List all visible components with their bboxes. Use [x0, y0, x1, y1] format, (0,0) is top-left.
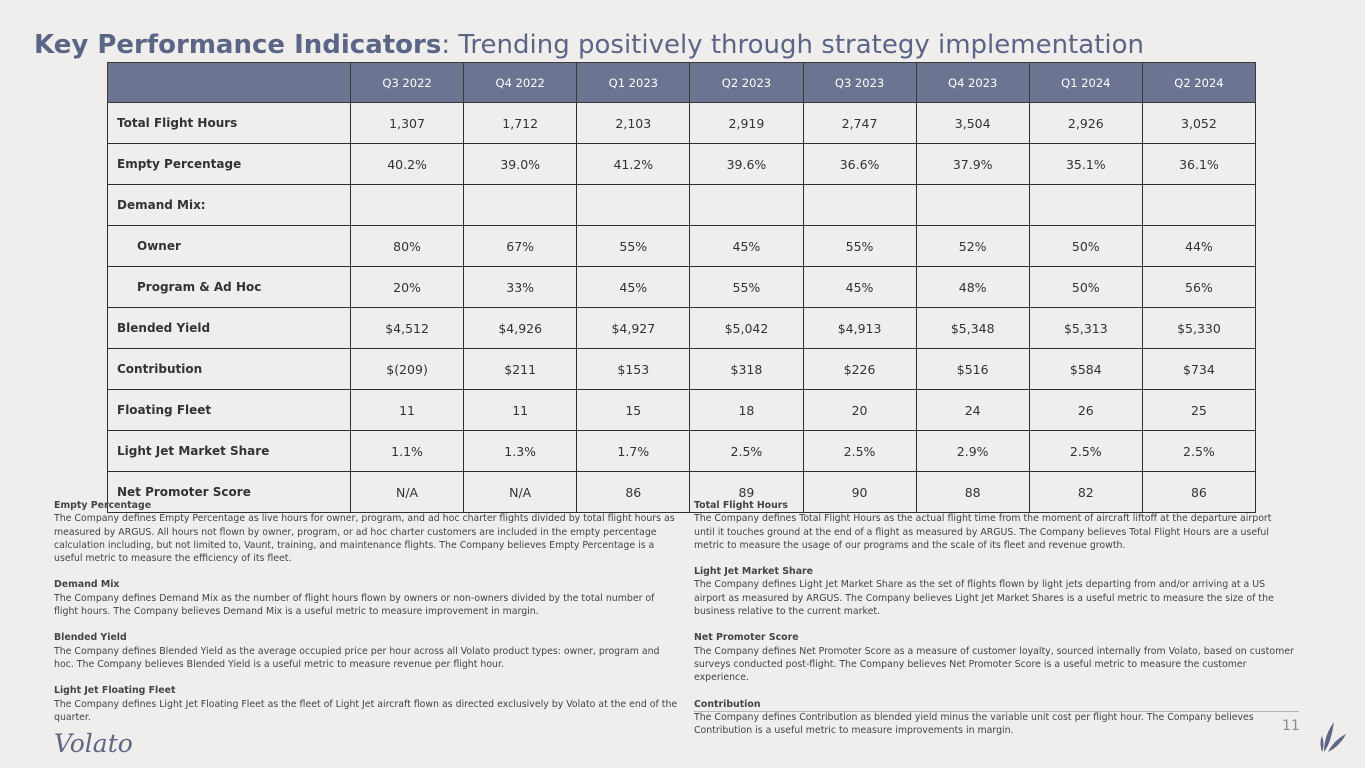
table-cell: 89: [690, 472, 803, 513]
definitions-right: [694, 499, 1294, 750]
table-cell: 50%: [1029, 267, 1142, 308]
table-cell: [916, 185, 1029, 226]
table-cell: $734: [1142, 349, 1255, 390]
table-cell: 36.1%: [1142, 144, 1255, 185]
row-label: Demand Mix:: [108, 185, 351, 226]
table-cell: 80%: [351, 226, 464, 267]
column-header: Q1 2023: [577, 63, 690, 103]
table-cell: 37.9%: [916, 144, 1029, 185]
table-cell: $4,926: [464, 308, 577, 349]
table-cell: 67%: [464, 226, 577, 267]
definition-heading: Empty Percentage: [54, 500, 152, 511]
table-cell: 1.3%: [464, 431, 577, 472]
table-cell: 55%: [690, 267, 803, 308]
table-header-blank: [108, 63, 351, 103]
table-cell: 35.1%: [1029, 144, 1142, 185]
definition-text: The Company defines Net Promoter Score as a measure of customer loyalty, sourced internally from Volato, based on customer surveys conducted post-flight. The Company believes Net Promoter Score is a useful metric to measure the customer experience.: [694, 645, 1294, 684]
table-row: [108, 226, 1256, 267]
definition-text: The Company defines Blended Yield as the average occupied price per hour across all Volato product types: owner, program and hoc. The Company believes Blended Yield is a useful metric to measure revenue per flight hour.: [54, 645, 660, 670]
table-cell: $4,512: [351, 308, 464, 349]
column-header: Q4 2023: [916, 63, 1029, 103]
table-header-row: [108, 63, 1256, 103]
table-cell: 50%: [1029, 226, 1142, 267]
row-label: Program & Ad Hoc: [108, 267, 351, 308]
table-row: [108, 349, 1256, 390]
table-cell: $4,913: [803, 308, 916, 349]
definition-block: [54, 684, 679, 724]
table-cell: 2.5%: [1142, 431, 1255, 472]
row-label: Empty Percentage: [108, 144, 351, 185]
table-cell: N/A: [351, 472, 464, 513]
table-cell: 24: [916, 390, 1029, 431]
table-cell: 56%: [1142, 267, 1255, 308]
table-body: [108, 103, 1256, 513]
table-cell: 41.2%: [577, 144, 690, 185]
row-label: Contribution: [108, 349, 351, 390]
kpi-table: [107, 62, 1256, 513]
table-cell: 45%: [803, 267, 916, 308]
table-cell: [803, 185, 916, 226]
table-cell: [1029, 185, 1142, 226]
definition-heading: Total Flight Hours: [694, 500, 788, 511]
table-cell: 26: [1029, 390, 1142, 431]
table-cell: $5,330: [1142, 308, 1255, 349]
definition-heading: Light Jet Floating Fleet: [54, 685, 176, 697]
definition-block: [54, 499, 679, 565]
table-cell: 2.5%: [1029, 431, 1142, 472]
column-header: Q3 2022: [351, 63, 464, 103]
table-row: [108, 431, 1256, 472]
row-label: Net Promoter Score: [108, 472, 351, 513]
volato-logo: Volato: [54, 729, 133, 758]
definition-block: [694, 631, 1294, 684]
table-cell: [351, 185, 464, 226]
table-cell: 2.5%: [803, 431, 916, 472]
definition-text: The Company defines Total Flight Hours as the actual flight time from the moment of aircraft liftoff at the departure airport until it touches ground at the end of a flight as measured by ARGUS. The Company believes Total Flight Hours are a useful metric to measure the usage of our programs and the scale of its fleet and revenue growth.: [694, 513, 1272, 551]
table-cell: 86: [1142, 472, 1255, 513]
definition-text: The Company defines Demand Mix as the number of flight hours flown by owners or non-owners divided by the total number of flight hours. The Company believes Demand Mix is a useful metric to measure improvement in margin.: [54, 592, 655, 618]
table-cell: 3,052: [1142, 103, 1255, 144]
table-row: [108, 390, 1256, 431]
table-cell: 11: [464, 390, 577, 431]
table-cell: $4,927: [577, 308, 690, 349]
row-label: Total Flight Hours: [108, 103, 351, 144]
column-header: Q3 2023: [803, 63, 916, 103]
definition-heading: Blended Yield: [54, 632, 127, 644]
definition-heading: Net Promoter Score: [694, 632, 799, 644]
definition-heading: Demand Mix: [54, 579, 120, 591]
row-label: Light Jet Market Share: [108, 431, 351, 472]
table-cell: 39.0%: [464, 144, 577, 185]
definition-block: [694, 499, 1294, 552]
page-number: 11: [1282, 718, 1300, 734]
definition-text: The Company defines Empty Percentage as live hours for owner, program, and ad hoc charter flights divided by total flight hours as measured by ARGUS. All hours not flown by owner, program, or ad hoc charter customers are included in the empty percentage calculation including, but not limited to, Vaunt, training, and maintenance flights. The Company believes Empty Percentage is a useful metric to measure the efficiency of its fleet.: [54, 513, 675, 565]
definition-block: [54, 578, 679, 618]
table-cell: N/A: [464, 472, 577, 513]
definition-block: [694, 565, 1294, 618]
leaf-logo-icon: [1320, 718, 1350, 758]
table-cell: $226: [803, 349, 916, 390]
table-cell: 25: [1142, 390, 1255, 431]
table-cell: $5,348: [916, 308, 1029, 349]
table-row: [108, 103, 1256, 144]
table-cell: 1.7%: [577, 431, 690, 472]
table-cell: $5,313: [1029, 308, 1142, 349]
table-cell: $(209): [351, 349, 464, 390]
row-label: Owner: [108, 226, 351, 267]
table-cell: 90: [803, 472, 916, 513]
table-row: [108, 144, 1256, 185]
definition-block: [694, 698, 1294, 738]
table-cell: 82: [1029, 472, 1142, 513]
table-cell: 20%: [351, 267, 464, 308]
table-row: [108, 308, 1256, 349]
table-cell: 18: [690, 390, 803, 431]
table-cell: 55%: [577, 226, 690, 267]
table-cell: 33%: [464, 267, 577, 308]
table-cell: 39.6%: [690, 144, 803, 185]
table-cell: $211: [464, 349, 577, 390]
column-header: Q1 2024: [1029, 63, 1142, 103]
definition-text: The Company defines Light Jet Market Share as the set of flights flown by light jets departing from and/or arriving at a US airport as measured by ARGUS. The Company believes Light Jet Market Shares is a useful metric to measure the size of the business relative to the current market.: [694, 579, 1274, 618]
table-cell: 2,103: [577, 103, 690, 144]
footer-divider: [694, 711, 1299, 712]
definition-block: [54, 631, 679, 671]
table-cell: 11: [351, 390, 464, 431]
table-cell: 1,307: [351, 103, 464, 144]
table-row: [108, 185, 1256, 226]
table-cell: 36.6%: [803, 144, 916, 185]
table-cell: 48%: [916, 267, 1029, 308]
row-label: Floating Fleet: [108, 390, 351, 431]
definition-text: The Company defines Light Jet Floating Fleet as the fleet of Light Jet aircraft flown as directed exclusively by Volato at the end of the quarter.: [54, 698, 678, 723]
table-cell: 45%: [577, 267, 690, 308]
table-cell: 20: [803, 390, 916, 431]
table-cell: 52%: [916, 226, 1029, 267]
table-cell: 1.1%: [351, 431, 464, 472]
table-cell: [577, 185, 690, 226]
table-cell: 45%: [690, 226, 803, 267]
column-header: Q2 2024: [1142, 63, 1255, 103]
table-cell: [1142, 185, 1255, 226]
page-title-rest: : Trending positively through strategy implementation: [441, 30, 1144, 60]
table-cell: [690, 185, 803, 226]
table-cell: $318: [690, 349, 803, 390]
definition-heading: Light Jet Market Share: [694, 566, 814, 578]
table-row: [108, 267, 1256, 308]
table-cell: 3,504: [916, 103, 1029, 144]
table-cell: 1,712: [464, 103, 577, 144]
table-cell: $153: [577, 349, 690, 390]
table-cell: 2.5%: [690, 431, 803, 472]
definitions-left: [54, 499, 679, 737]
table-cell: [464, 185, 577, 226]
definition-text: The Company defines Contribution as blended yield minus the variable unit cost per flight hour. The Company believes Contribution is a useful metric to measure improvements in margin.: [694, 711, 1254, 737]
table-cell: 2.9%: [916, 431, 1029, 472]
column-header: Q2 2023: [690, 63, 803, 103]
table-cell: 86: [577, 472, 690, 513]
table-cell: $516: [916, 349, 1029, 390]
table-cell: 2,919: [690, 103, 803, 144]
table-cell: 88: [916, 472, 1029, 513]
page-title: [34, 30, 1144, 60]
table-cell: 40.2%: [351, 144, 464, 185]
definition-heading: Contribution: [694, 698, 761, 710]
row-label: Blended Yield: [108, 308, 351, 349]
table-cell: 44%: [1142, 226, 1255, 267]
table-cell: $5,042: [690, 308, 803, 349]
table-cell: 15: [577, 390, 690, 431]
table-cell: 2,747: [803, 103, 916, 144]
column-header: Q4 2022: [464, 63, 577, 103]
table-cell: 2,926: [1029, 103, 1142, 144]
page-title-bold: Key Performance Indicators: [34, 30, 442, 60]
table-cell: 55%: [803, 226, 916, 267]
table-cell: $584: [1029, 349, 1142, 390]
